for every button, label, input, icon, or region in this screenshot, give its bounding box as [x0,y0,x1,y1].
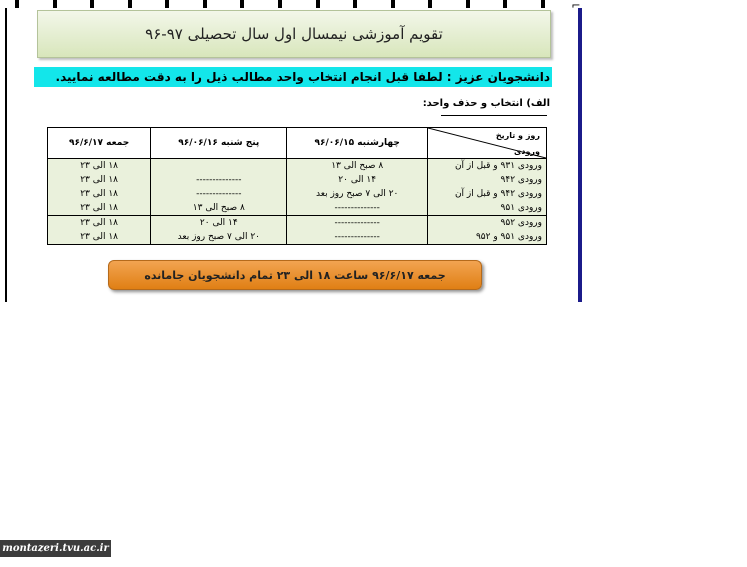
time-cell [151,159,287,174]
section-heading-underline [441,115,547,116]
top-ruler [0,0,585,8]
entry-cell: ورودی ۹۳۱ و قبل از آن [428,159,547,174]
frame-right-border [578,8,582,302]
column-header: جمعه ۹۶/۶/۱۷ [48,128,151,159]
notice-banner: دانشجویان عزیز : لطفا قبل انجام انتخاب واحد مطالب ذیل را به دقت مطالعه نمایید. [34,67,552,87]
time-cell: ۱۸ الی ۲۳ [48,187,151,201]
time-cell: ۱۸ الی ۲۳ [48,173,151,187]
time-cell: ۱۴ الی ۲۰ [151,216,287,231]
calendar-title-text: تقویم آموزشی نیمسال اول سال تحصیلی ۹۷-۹۶ [145,25,443,43]
calendar-title [37,10,551,58]
late-registration-banner [108,260,482,290]
section-heading: الف) انتخاب و حذف واحد: [422,98,550,109]
time-cell: -------------- [287,201,428,216]
column-header: چهارشنبه ۹۶/۰۶/۱۵ [287,128,428,159]
late-registration-text: جمعه ۹۶/۶/۱۷ ساعت ۱۸ الی ۲۳ تمام دانشجویان جامانده [144,268,446,282]
table-corner-header [428,128,547,159]
table-header-row [48,128,547,159]
entry-cell: ورودی ۹۵۱ و ۹۵۲ [428,230,547,245]
entry-cell: ورودی ۹۴۲ [428,173,547,187]
time-cell: ۱۸ الی ۲۳ [48,230,151,245]
time-cell: -------------- [287,216,428,231]
time-cell: ۸ صبح الی ۱۳ [287,159,428,174]
table-row [48,173,547,187]
time-cell: ۸ صبح الی ۱۳ [151,201,287,216]
entry-cell: ورودی ۹۵۱ [428,201,547,216]
registration-schedule-table [47,127,547,245]
frame-left-border [5,8,7,302]
entry-cell: ورودی ۹۴۲ و قبل از آن [428,187,547,201]
table-row [48,230,547,245]
corner-label-date: روز و تاریخ [495,131,540,140]
time-cell: -------------- [151,187,287,201]
entry-cell: ورودی ۹۵۲ [428,216,547,231]
time-cell: ۲۰ الی ۷ صبح روز بعد [151,230,287,245]
time-cell: ۲۰ الی ۷ صبح روز بعد [287,187,428,201]
table-row [48,187,547,201]
time-cell: ۱۴ الی ۲۰ [287,173,428,187]
column-header: پنج شنبه ۹۶/۰۶/۱۶ [151,128,287,159]
time-cell: ۱۸ الی ۲۳ [48,159,151,174]
time-cell: ۱۸ الی ۲۳ [48,216,151,231]
time-cell: -------------- [151,173,287,187]
table-row [48,216,547,231]
corner-label-entry: ورودی [514,147,540,156]
time-cell: ۱۸ الی ۲۳ [48,201,151,216]
crop-mark-icon: ⌐ [571,0,581,12]
time-cell: -------------- [287,230,428,245]
table-row [48,159,547,174]
site-watermark: montazeri.tvu.ac.ir [0,540,111,557]
table-row [48,201,547,216]
